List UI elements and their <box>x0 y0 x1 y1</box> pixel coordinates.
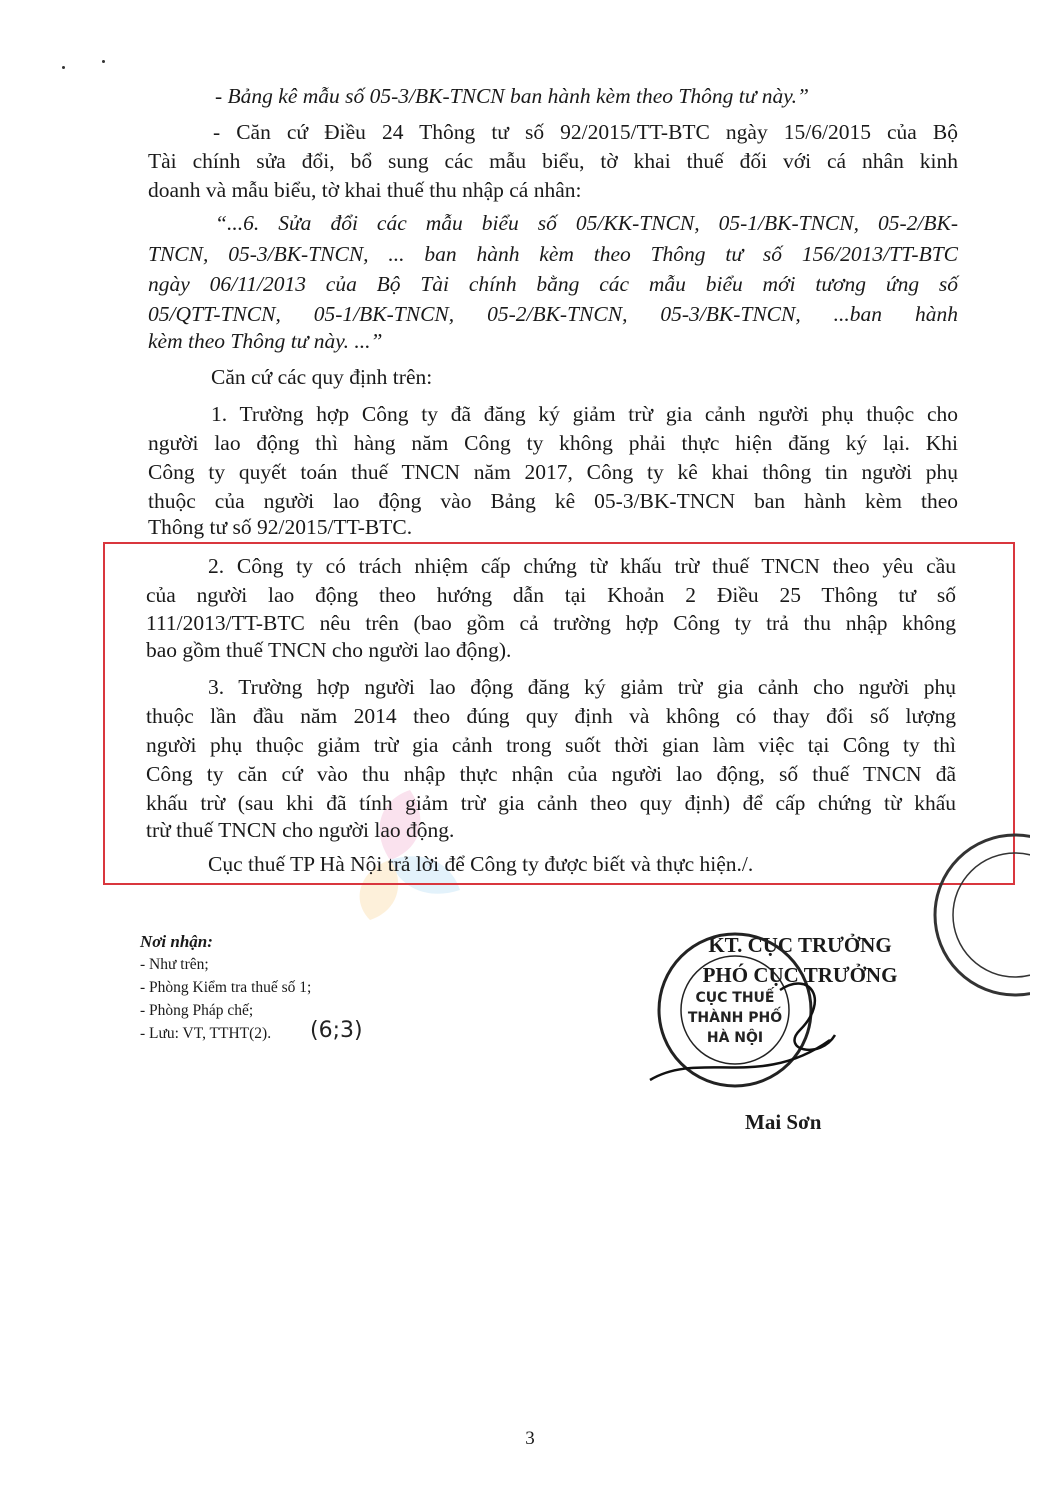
text-line: 05/QTT-TNCN, 05-1/BK-TNCN, 05-2/BK-TNCN, 05-3/BK-TNCN, ...ban hành <box>148 302 958 326</box>
text-line: - Bảng kê mẫu số 05-3/BK-TNCN ban hành kèm theo Thông tư này.” <box>215 84 809 108</box>
stamp-center-text: THÀNH PHỐ <box>687 1010 783 1026</box>
text-line: bao gồm thuế TNCN cho người lao động). <box>146 638 512 662</box>
official-stamp-icon <box>640 930 840 1090</box>
page-number: 3 <box>525 1428 535 1449</box>
text-line: Căn cứ các quy định trên: <box>211 365 433 389</box>
text-line: trừ thuế TNCN cho người lao động. <box>146 818 455 842</box>
text-line: TNCN, 05-3/BK-TNCN, ... ban hành kèm theo Thông tư số 156/2013/TT-BTC <box>148 242 958 266</box>
text-line: thuộc lần đầu năm 2014 theo đúng quy định và không có thay đổi số lượng <box>146 704 956 728</box>
recipient-item: - Phòng Pháp chế; <box>140 1002 254 1019</box>
text-line: Công ty căn cứ vào thu nhập thực nhận của người lao động, số thuế TNCN đã <box>146 762 956 786</box>
text-line: 3. Trường hợp người lao động đăng ký giảm trừ gia cảnh cho người phụ <box>208 675 956 699</box>
recipient-item: - Như trên; <box>140 956 209 973</box>
recipient-item: - Lưu: VT, TTHT(2). <box>140 1025 272 1042</box>
text-line: - Căn cứ Điều 24 Thông tư số 92/2015/TT-BTC ngày 15/6/2015 của Bộ <box>213 120 958 144</box>
scan-speck <box>62 66 65 69</box>
text-line: người phụ thuộc giảm trừ gia cảnh trong suốt thời gian làm việc tại Công ty thì <box>146 733 956 757</box>
stamp-center-text: CỤC THUẾ <box>695 990 775 1006</box>
text-line: 1. Trường hợp Công ty đã đăng ký giảm trừ gia cảnh người phụ thuộc cho <box>211 402 958 426</box>
text-line: khấu trừ (sau khi đã tính giảm trừ gia cảnh theo quy định) để cấp chứng từ khấu <box>146 791 956 815</box>
text-line: ngày 06/11/2013 của Bộ Tài chính bằng các mẫu biểu mới tương ứng số <box>148 272 958 296</box>
text-line: thuộc của người lao động vào Bảng kê 05-3/BK-TNCN ban hành kèm theo <box>148 489 958 513</box>
signature-title-1: KT. CỤC TRƯỞNG <box>708 933 892 957</box>
text-line: Cục thuế TP Hà Nội trả lời để Công ty được biết và thực hiện./. <box>208 852 754 876</box>
recipients-block <box>140 930 311 1045</box>
text-line: của người lao động theo hướng dẫn tại Khoản 2 Điều 25 Thông tư số <box>146 583 956 607</box>
recipients-title: Nơi nhận: <box>140 932 213 951</box>
signer-name: Mai Sơn <box>745 1110 822 1134</box>
recipient-item: - Phòng Kiểm tra thuế số 1; <box>140 979 312 996</box>
text-line: Thông tư số 92/2015/TT-BTC. <box>148 515 413 539</box>
handwritten-note: (6;3) <box>310 1018 363 1043</box>
text-line: 111/2013/TT-BTC nêu trên (bao gồm cả trường hợp Công ty trả thu nhập không <box>146 611 956 635</box>
text-line: kèm theo Thông tư này. ...” <box>148 329 383 353</box>
text-line: doanh và mẫu biểu, tờ khai thuế thu nhập cá nhân: <box>148 178 582 202</box>
text-line: 2. Công ty có trách nhiệm cấp chứng từ khấu trừ thuế TNCN theo yêu cầu <box>208 554 956 578</box>
text-line: Công ty quyết toán thuế TNCN năm 2017, Công ty kê khai thông tin người phụ <box>148 460 958 484</box>
signature-title-2: PHÓ CỤC TRƯỞNG <box>702 963 898 987</box>
text-line: người lao động thì hàng năm Công ty không phải thực hiện đăng ký lại. Khi <box>148 431 958 455</box>
stamp-center-text: HÀ NỘI <box>706 1030 764 1046</box>
text-line: Tài chính sửa đổi, bổ sung các mẫu biểu, tờ khai thuế đối với cá nhân kinh <box>148 149 958 173</box>
text-line: “...6. Sửa đổi các mẫu biểu số 05/KK-TNCN, 05-1/BK-TNCN, 05-2/BK- <box>215 211 958 235</box>
scan-speck <box>102 60 105 63</box>
